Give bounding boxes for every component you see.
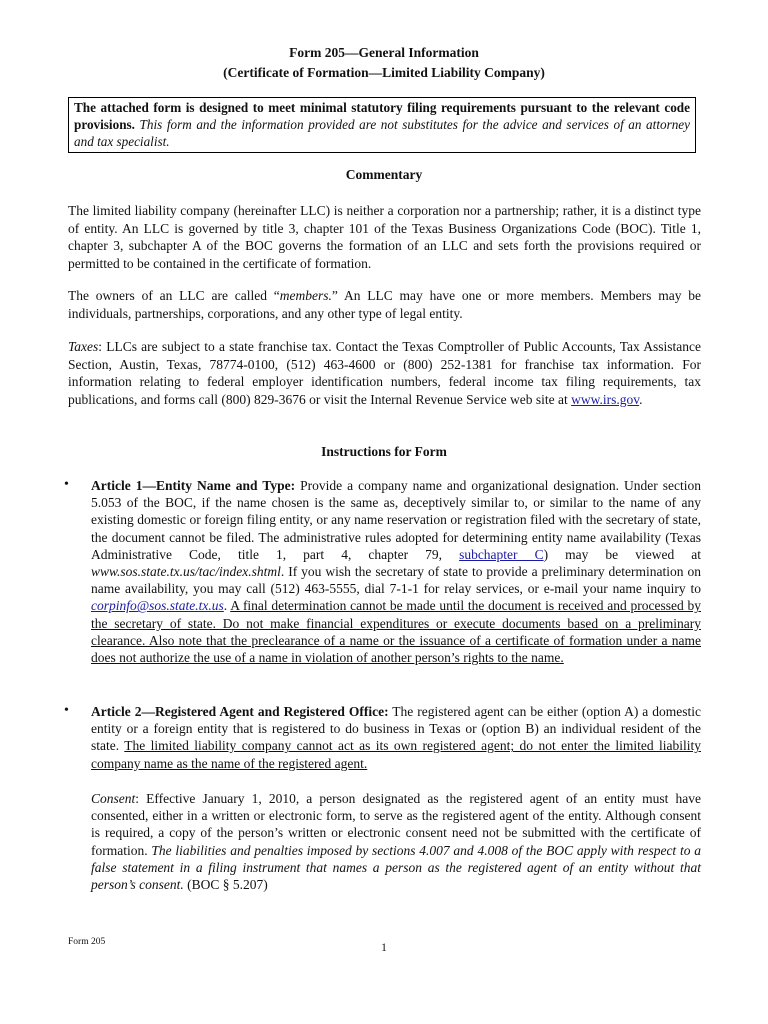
commentary-paragraph-1: The limited liability company (hereinafter LLC) is neither a corporation nor a partnership; rather, it is a distinct type of entity. An LLC is governed by title 3, chapter 101 of the Texas Business Organizations Code (BOC). Title 1, chapter 3, subchapter A of the BOC governs the formation of an LLC and sets forth the provisions required or permitted to be contained in the certificate of formation.: [68, 203, 701, 271]
consent-label: Consent: [91, 791, 136, 806]
tac-url: www.sos.state.tx.us/tac/index.shtml: [91, 564, 281, 580]
footer-form-label: Form 205: [68, 937, 106, 947]
consent-paragraph: [91, 790, 701, 893]
instructions-heading: Instructions for Form: [321, 444, 447, 459]
commentary-paragraph-3: [68, 338, 701, 408]
article-1-text-1: Provide a company name and organizational designation. Under section 5.053 of the BOC, if the name chosen is the same as, deceptively similar to, or similar to the name of any existing domestic or foreign filing entity, or any name reservation or registration filed with the secretary of state, the document cannot be filed. The administrative rules adopted for determining entity name availability (Texas Administrative Code, title 1, part 4, chapter 79,: [91, 478, 701, 562]
corpinfo-email-link[interactable]: corpinfo@sos.state.tx.us: [91, 598, 224, 614]
p2-text-post: ” An LLC may have one or more members. Members may be individuals, partnerships, corporations, and any other type of legal entity.: [68, 288, 701, 321]
taxes-text: : LLCs are subject to a state franchise tax. Contact the Texas Comptroller of Public Accounts, Tax Assistance Section, Austin, Texas, 78774-0100, (512) 463-4600 or (800) 252-1381 for franchise tax information. For information relating to federal employer identification numbers, federal income tax filing requirements, tax publications, and forms call (800) 829-3676 or visit the Internal Revenue Service web site at: [68, 339, 701, 407]
taxes-label: Taxes: [68, 339, 99, 354]
article-1-item: [91, 477, 701, 666]
consent-text-2: (BOC § 5.207): [183, 877, 268, 893]
consent-italic-text: The liabilities and penalties imposed by sections 4.007 and 4.008 of the BOC apply with respect to a false statement in a filing instrument that names a person as the registered agent of an entity without that person’s consent.: [91, 842, 701, 893]
commentary-paragraph-2: [68, 287, 701, 322]
commentary-heading: Commentary: [345, 167, 423, 182]
article-2-text-1: The registered agent can be either (option A) a domestic entity or a foreign entity that is registered to do business in Texas or (option B) an individual resident of the state.: [91, 704, 701, 754]
subchapter-c-link[interactable]: subchapter C: [459, 546, 544, 562]
article-2-label: Article 2—Registered Agent and Registered Office:: [91, 704, 389, 719]
taxes-end: .: [639, 391, 643, 407]
consent-text-1: : Effective January 1, 2010, a person designated as the registered agent of an entity must have consented, either in a written or electronic form, to serve as the registered agent of the entity. Although consent is required, a copy of the person’s written or electronic consent need not be submitted with the certificate of formation.: [91, 791, 701, 858]
notice-box: [68, 97, 696, 153]
notice-italic-text: This form and the information provided are not substitutes for the advice and services of an attorney and tax specialist.: [74, 117, 691, 149]
notice-bold-text: The attached form is designed to meet minimal statutory filing requirements pursuant to the relevant code provisions.: [74, 100, 690, 132]
members-term: members.: [279, 288, 332, 303]
bullet-article-2: •: [64, 703, 69, 718]
footer-page-number: 1: [381, 942, 387, 954]
article-2-underlined-note: The limited liability company cannot act as its own registered agent; do not enter the limited liability company name as the name of the registered agent.: [91, 738, 702, 771]
article-1-text-3: . If you wish the secretary of state to provide a preliminary determination on name availability, you may call (512) 463-5555, dial 7-1-1 for relay services, or e-mail your name inquiry to: [91, 564, 701, 597]
p2-text-pre: The owners of an LLC are called “: [68, 288, 280, 303]
article-1-text-4: .: [223, 598, 231, 614]
article-2-item: [91, 703, 701, 772]
article-1-underlined-note: A final determination cannot be made until the document is received and processed by the secretary of state. Do not make financial expenditures or execute documents based on a preliminary clearance. Also note that the preclearance of a name or the issuance of a certificate of formation under a name does not authorize the use of a name in violation of another person’s rights to the name.: [91, 598, 701, 666]
form-subtitle: (Certificate of Formation—Limited Liability Company): [223, 65, 545, 80]
irs-link[interactable]: www.irs.gov: [571, 391, 640, 407]
article-1-label: Article 1—Entity Name and Type:: [91, 478, 296, 493]
bullet-article-1: •: [64, 477, 69, 492]
form-title: Form 205—General Information: [289, 45, 479, 60]
article-1-text-2: ) may be viewed at: [543, 546, 701, 562]
